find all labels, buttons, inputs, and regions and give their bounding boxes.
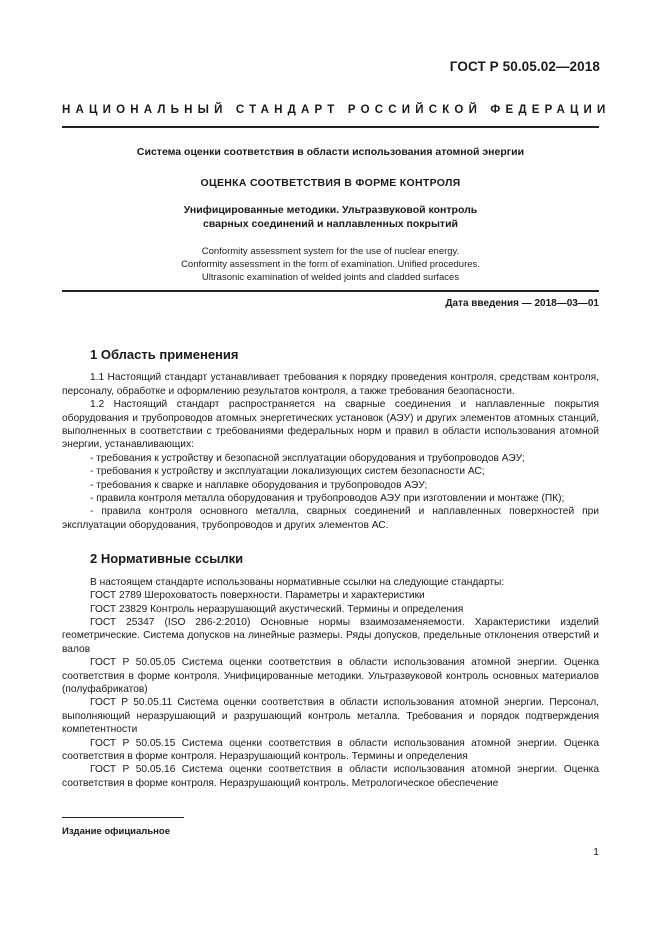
sub-title <box>62 203 599 231</box>
english-title-line-3: Ultrasonic examination of welded joints and cladded surfaces <box>201 272 460 283</box>
list-item: - правила контроля основного металла, сварных соединений и наплавленных поверхностей при эксплуатации оборудования, трубопроводов и других элементов АС. <box>62 506 599 531</box>
national-standard-banner: НАЦИОНАЛЬНЫЙ СТАНДАРТ РОССИЙСКОЙ ФЕДЕРАЦИИ <box>62 104 611 116</box>
top-divider <box>62 126 599 128</box>
section-1-heading: 1 Область применения <box>90 347 239 362</box>
section-2-heading: 2 Нормативные ссылки <box>90 551 244 567</box>
introduction-date: Дата введения — 2018—03—01 <box>445 298 599 309</box>
english-title <box>62 245 599 284</box>
mid-divider <box>62 290 599 292</box>
standard-code: ГОСТ Р 50.05.02—2018 <box>449 59 600 74</box>
reference-item: ГОСТ 2789 Шероховатость поверхности. Параметры и характеристики <box>90 590 425 602</box>
list-item: - требования к устройству и эксплуатации локализующих систем безопасности АС; <box>90 466 485 478</box>
list-item: - требования к устройству и безопасной эксплуатации оборудования и трубопроводов АЭУ; <box>90 452 525 464</box>
paragraph-1-2: 1.2 Настоящий стандарт распространяется на сварные соединения и наплавленные покрытия оборудования и трубопроводов атомных энергетических установок (АЭУ) и других элементов атомных станций, выполненных в соответствии с требованиями федеральных норм и правил в области использования атомной энергии, устанавливающих: <box>62 399 599 451</box>
reference-item: ГОСТ 23829 Контроль неразрушающий акустический. Термины и определения <box>90 603 464 615</box>
sub-title-line-1: Унифицированные методики. Ультразвуковой контроль <box>183 204 478 216</box>
footer-divider <box>62 817 184 818</box>
paragraph-1-1: 1.1 Настоящий стандарт устанавливает требования к порядку проведения контроля, средствам контроля, персоналу, обработке и оформлению результатов контроля, а также требования безопасности. <box>62 372 599 397</box>
reference-item: ГОСТ Р 50.05.05 Система оценки соответствия в области использования атомной энергии. Оценка соответствия в форме контроля. Унифицированные методики. Ультразвуковой контроль основных материалов (полуфабрикатов) <box>62 657 599 695</box>
english-title-line-2: Conformity assessment in the form of examination. Unified procedures. <box>181 259 480 270</box>
title-block <box>62 146 599 284</box>
main-title: ОЦЕНКА СООТВЕТСТВИЯ В ФОРМЕ КОНТРОЛЯ <box>200 177 461 189</box>
english-title-line-1: Conformity assessment system for the use of nuclear energy. <box>201 246 460 257</box>
body-content <box>62 348 599 790</box>
system-title: Система оценки соответствия в области использования атомной энергии <box>136 146 525 158</box>
list-item: - правила контроля металла оборудования и трубопроводов АЭУ при изготовлении и монтаже (ПК); <box>90 493 565 505</box>
sub-title-line-2: сварных соединений и наплавленных покрытий <box>203 218 458 230</box>
reference-item: ГОСТ Р 50.05.15 Система оценки соответствия в области использования атомной энергии. Оценка соответствия в форме контроля. Неразрушающий контроль. Термины и определения <box>62 737 599 762</box>
reference-item: ГОСТ 25347 (ISO 286-2:2010) Основные нормы взаимозаменяемости. Характеристики изделий геометрические. Система допусков на линейные размеры. Ряды допусков, предельные отклонения отверстий и валов <box>62 616 599 655</box>
official-edition-note: Издание официальное <box>62 826 170 837</box>
reference-item: ГОСТ Р 50.05.11 Система оценки соответствия в области использования атомной энергии. Персонал, выполняющий неразрушающий и разрушающий контроль металла. Требования и порядок подтверждения компетентности <box>62 697 599 736</box>
page-number: 1 <box>593 846 599 858</box>
references-intro: В настоящем стандарте использованы нормативные ссылки на следующие стандарты: <box>90 576 505 588</box>
list-item: - требования к сварке и наплавке оборудования и трубопроводов АЭУ; <box>90 479 428 491</box>
reference-item: ГОСТ Р 50.05.16 Система оценки соответствия в области использования атомной энергии. Оценка соответствия в форме контроля. Неразрушающий контроль. Метрологическое обеспечение <box>62 764 599 789</box>
